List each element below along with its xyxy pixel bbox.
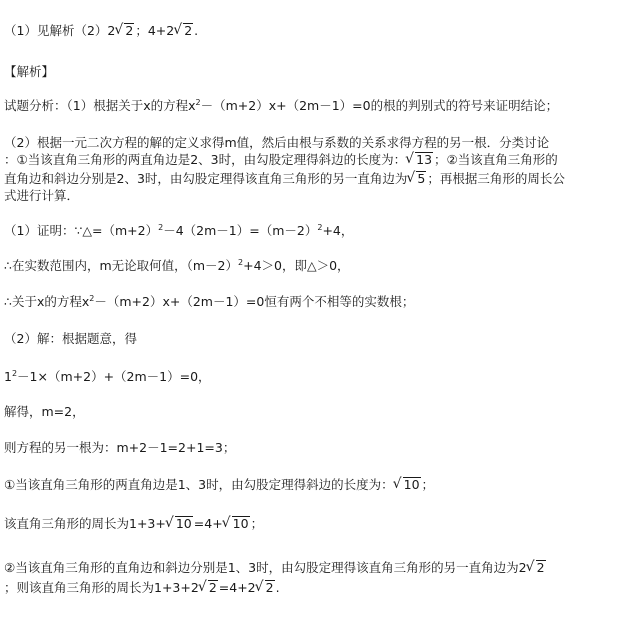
sqrt-2d: √ 2: [199, 580, 218, 596]
answer-text: （1）见解析（2）2: [4, 23, 116, 38]
answer-text-2: ；4+2: [135, 23, 175, 38]
case1-line-2: 该直角三角形的周长为1+3+√ 10 =4+√ 10 ；: [4, 516, 263, 532]
analysis-line-1: 试题分析：（1）根据关于x的方程$x^2-(m+2)x+(2m-1)=0$的根的判别式的符号来证明结论；: [4, 97, 559, 113]
sqrt-10c: √ 10: [223, 516, 250, 532]
solution-line-3: 解得，m=2，: [4, 404, 85, 419]
solution-line-2: $1^2-1\times(m+2)+(2m-1)=0$，: [4, 368, 211, 384]
proof-line-2: ∴在实数范围内，m无论取何值，$(m-2)^2+4>0$，即△＞0，: [4, 257, 350, 273]
solution-line-1: （2）解：根据题意，得: [4, 331, 137, 346]
analysis-heading: 【解析】: [4, 64, 55, 79]
sqrt-2c: √ 2: [527, 560, 546, 576]
sqrt-2: √ 2: [115, 23, 134, 39]
analysis-line-4: 直角边和斜边分别是2、3时，由勾股定理得该直角三角形的另一直角边为√ 5 ；再根据三角形的周长公: [4, 171, 565, 187]
proof-line-3: ∴关于x的方程$x^2-(m+2)x+(2m-1)=0$恒有两个不相等的实数根；: [4, 293, 415, 309]
sqrt-13: √ 13: [406, 152, 433, 168]
sqrt-2e: √ 2: [256, 580, 275, 596]
sqrt-5: √ 5: [407, 171, 426, 187]
sqrt-2b: √ 2: [174, 23, 193, 39]
case2-line-1: ②当该直角三角形的直角边和斜边分别是1、3时，由勾股定理得该直角三角形的另一直角边为2√ 2: [4, 560, 547, 576]
case1-line-1: ①当该直角三角形的两直角边是1、3时，由勾股定理得斜边的长度为：√ 10 ；: [4, 477, 434, 493]
solution-line-4: 则方程的另一根为：m+2－1=2+1=3；: [4, 440, 236, 455]
proof-line-1: （1）证明：$\because\triangle=(m+2)^2-4(2m-1)=(m-2)^2+4$，: [4, 222, 354, 238]
sqrt-10b: √ 10: [166, 516, 193, 532]
sqrt-10: √ 10: [394, 477, 421, 493]
analysis-line-5: 式进行计算．: [4, 188, 80, 203]
analysis-line-2: （2）根据一元二次方程的解的定义求得m值，然后由根与系数的关系求得方程的另一根．分类讨论: [4, 135, 550, 150]
case2-line-2: ；则该直角三角形的周长为1+3+2√ 2 =4+2√ 2 .: [4, 580, 280, 596]
answer-line: （1）见解析（2）2√ 2 ；4+2√ 2 .: [4, 23, 198, 39]
analysis-line-3: ：①当该直角三角形的两直角边是2、3时，由勾股定理得斜边的长度为：√ 13 ；②当该直角三角形的: [4, 152, 558, 168]
